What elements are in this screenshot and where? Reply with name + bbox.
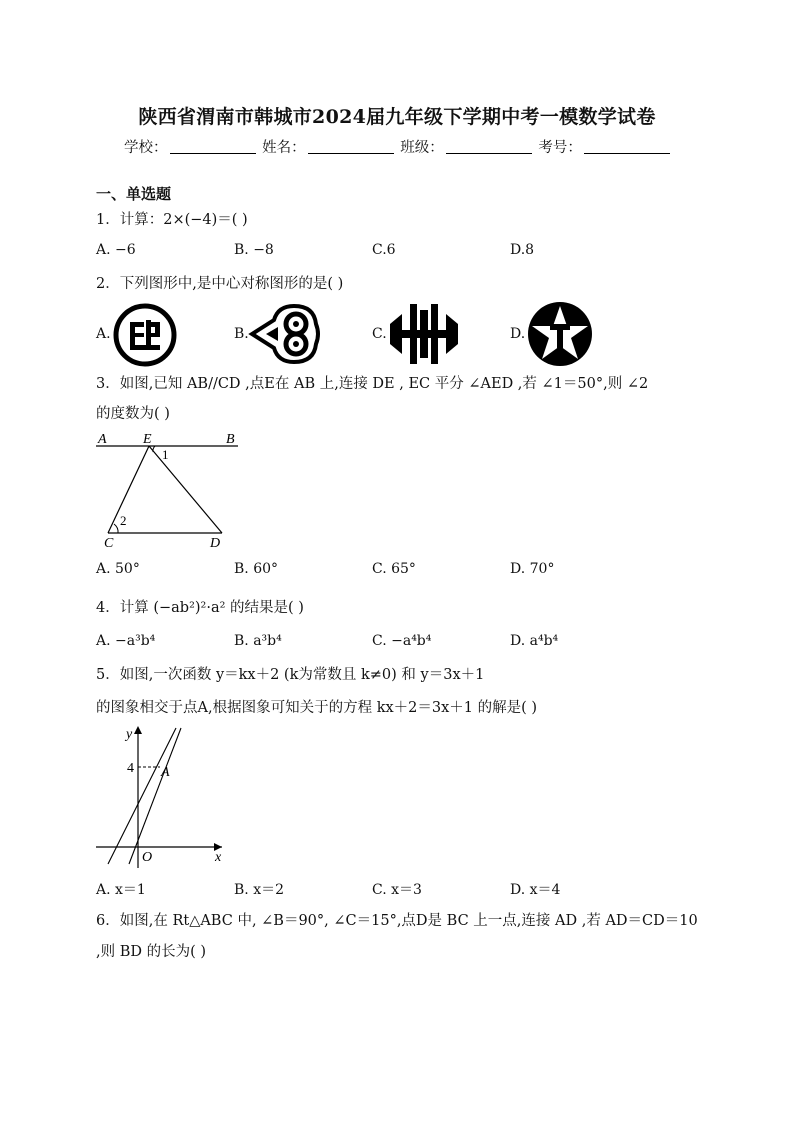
question-6-text-cont: ,则 BD 的长为( ) [96,944,207,960]
label-b: B [226,432,235,447]
class-blank[interactable] [446,139,532,154]
q3-option-c[interactable]: C. 65° [372,561,416,577]
q3-option-b[interactable]: B. 60° [234,561,279,577]
q4-option-b[interactable]: B. a³b⁴ [234,633,282,649]
label-d: D [210,536,221,551]
x-axis-label: x [215,850,222,865]
y-axis-label: y [126,727,133,742]
q5-option-b[interactable]: B. x＝2 [234,882,284,898]
q4-option-a[interactable]: A. −a³b⁴ [96,633,156,649]
question-1-text: 1．计算：2×(−4)＝( ) [96,212,248,228]
question-3-text-cont: 的度数为( ) [96,406,170,422]
tick-4-label: 4 [127,761,134,776]
name-blank[interactable] [308,139,394,154]
q3-option-d[interactable]: D. 70° [510,561,555,577]
exam-number-blank[interactable] [584,139,670,154]
question-2-text: 2．下列图形中,是中心对称图形的是( ) [96,276,344,292]
point-a-label: A [161,765,170,780]
q5-graph-figure [94,722,230,870]
q1-option-d[interactable]: D.8 [510,242,535,258]
q2-option-b[interactable]: B. [234,326,249,342]
label-e: E [143,432,152,447]
school-label: 学校： [124,140,168,156]
q1-option-b[interactable]: B. −8 [234,242,274,258]
exam-title: 陕西省渭南市韩城市2024届九年级下学期中考一模数学试卷 [138,106,656,128]
q2-option-d[interactable]: D. [510,326,526,342]
question-6-text: 6．如图,在 Rt△ABC 中, ∠B＝90°, ∠C＝15°,点D是 BC 上一点,连接 AD ,若 AD＝CD＝10 [96,913,698,929]
q3-option-a[interactable]: A. 50° [96,561,140,577]
question-4-text: 4．计算 (−ab²)²·a² 的结果是( ) [96,600,304,616]
q4-option-c[interactable]: C. −a⁴b⁴ [372,633,432,649]
q1-option-a[interactable]: A. −6 [96,242,136,258]
logo-d-icon [526,300,594,368]
school-blank[interactable] [170,139,256,154]
q5-option-d[interactable]: D. x＝4 [510,882,561,898]
q1-option-c[interactable]: C.6 [372,242,396,258]
q5-option-c[interactable]: C. x＝3 [372,882,422,898]
student-info-line [124,136,672,157]
logo-a-icon [112,302,178,368]
label-a: A [98,432,107,447]
exam-number-label: 考号： [538,140,582,156]
logo-b-icon [248,300,322,368]
origin-label: O [142,850,153,865]
question-3-text: 3．如图,已知 AB//CD ,点E在 AB 上,连接 DE , EC 平分 ∠AED ,若 ∠1＝50°,则 ∠2 [96,376,649,392]
q3-triangle-figure [92,428,252,552]
logo-c-icon [388,300,460,368]
q2-option-a[interactable]: A. [96,326,111,342]
label-c: C [104,536,114,551]
angle-1-label: 1 [162,447,169,462]
name-label: 姓名： [262,140,306,156]
q5-option-a[interactable]: A. x＝1 [96,882,146,898]
q2-option-c[interactable]: C. [372,326,387,342]
class-label: 班级： [400,140,444,156]
q4-option-d[interactable]: D. a⁴b⁴ [510,633,559,649]
angle-2-label: 2 [120,513,127,528]
question-5-text: 5．如图,一次函数 y＝kx＋2 (k为常数且 k≠0) 和 y＝3x＋1 [96,667,485,683]
question-5-text-cont: 的图象相交于点A,根据图象可知关于的方程 kx＋2＝3x＋1 的解是( ) [96,700,538,716]
section-heading: 一、单选题 [96,185,172,203]
